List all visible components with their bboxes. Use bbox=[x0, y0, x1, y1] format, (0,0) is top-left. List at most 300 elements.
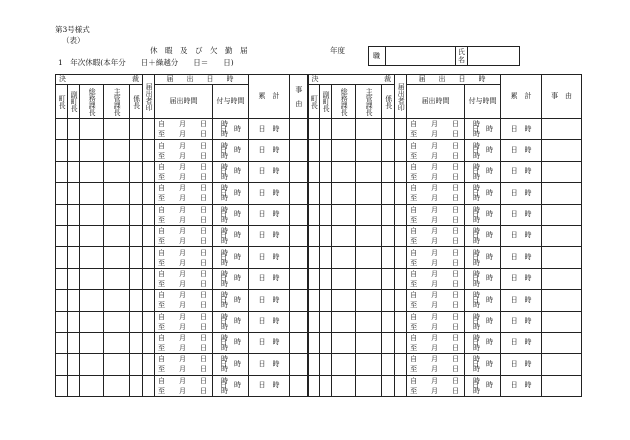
approval-cell-right[interactable] bbox=[382, 140, 395, 161]
cumulative-cell-right[interactable] bbox=[501, 290, 542, 311]
reason-cell-right[interactable] bbox=[542, 140, 582, 161]
seal-cell-left[interactable] bbox=[143, 204, 155, 225]
approval-cell-right[interactable] bbox=[320, 140, 332, 161]
approval-cell-right[interactable] bbox=[308, 119, 320, 140]
ruikei-header-right: 累 計 bbox=[501, 75, 542, 119]
chomachi-col-right: 町長 bbox=[308, 85, 320, 119]
approval-cell-right[interactable] bbox=[382, 247, 395, 268]
approval-cell-right[interactable] bbox=[308, 268, 320, 289]
date-from: 自 月 日 時 bbox=[158, 312, 228, 321]
date-range-cell-right[interactable] bbox=[407, 161, 481, 182]
cumulative-cell-right[interactable] bbox=[501, 354, 542, 375]
cumulative-hours: 日 時 bbox=[510, 274, 532, 283]
approval-cell-right[interactable] bbox=[356, 247, 382, 268]
approval-cell-right[interactable] bbox=[356, 161, 382, 182]
shukan-col-left: 主管課長 bbox=[104, 85, 130, 119]
approval-cell-right[interactable] bbox=[332, 225, 356, 246]
approval-cell-left[interactable] bbox=[130, 290, 143, 311]
date-range-cell-right[interactable] bbox=[407, 204, 481, 225]
cumulative-hours: 日 時 bbox=[258, 145, 280, 154]
seal-cell-left[interactable] bbox=[143, 354, 155, 375]
approval-cell-left[interactable] bbox=[130, 268, 143, 289]
approval-cell-right[interactable] bbox=[308, 290, 320, 311]
date-from: 自 月 日 時 bbox=[158, 291, 228, 300]
reason-cell-left[interactable] bbox=[290, 204, 308, 225]
approval-cell-right[interactable] bbox=[332, 161, 356, 182]
approval-cell-right[interactable] bbox=[308, 183, 320, 204]
approval-cell-right[interactable] bbox=[308, 332, 320, 353]
approval-cell-left[interactable] bbox=[56, 354, 68, 375]
approval-cell-right[interactable] bbox=[382, 311, 395, 332]
cumulative-cell-right[interactable] bbox=[501, 140, 542, 161]
cumulative-hours: 日 時 bbox=[510, 381, 532, 390]
approval-cell-right[interactable] bbox=[382, 119, 395, 140]
approval-cell-right[interactable] bbox=[320, 268, 332, 289]
cumulative-hours: 日 時 bbox=[258, 317, 280, 326]
approval-cell-left[interactable] bbox=[104, 290, 130, 311]
reason-cell-left[interactable] bbox=[290, 268, 308, 289]
granted-hours: 日 時 bbox=[472, 295, 494, 304]
approval-cell-left[interactable] bbox=[130, 119, 143, 140]
date-range-cell-right[interactable] bbox=[407, 225, 481, 246]
date-range-cell-right[interactable] bbox=[407, 332, 481, 353]
approval-cell-left[interactable] bbox=[130, 375, 143, 396]
approval-cell-right[interactable] bbox=[332, 140, 356, 161]
granted-hours: 日 時 bbox=[220, 188, 241, 197]
date-range-cell-right[interactable] bbox=[407, 354, 481, 375]
cumulative-hours: 日 時 bbox=[510, 210, 532, 219]
approval-cell-right[interactable] bbox=[382, 375, 395, 396]
approval-cell-left[interactable] bbox=[80, 332, 104, 353]
approval-cell-right[interactable] bbox=[332, 204, 356, 225]
approval-cell-right[interactable] bbox=[308, 225, 320, 246]
reason-cell-right[interactable] bbox=[542, 119, 582, 140]
approval-cell-left[interactable] bbox=[130, 247, 143, 268]
approval-cell-left[interactable] bbox=[80, 225, 104, 246]
date-range-cell-left[interactable] bbox=[155, 268, 228, 289]
seal-cell-left[interactable] bbox=[143, 225, 155, 246]
approval-cell-left[interactable] bbox=[68, 161, 80, 182]
approval-cell-right[interactable] bbox=[382, 183, 395, 204]
approval-cell-right[interactable] bbox=[308, 354, 320, 375]
approval-cell-left[interactable] bbox=[56, 268, 68, 289]
approval-cell-left[interactable] bbox=[104, 204, 130, 225]
approval-cell-left[interactable] bbox=[80, 247, 104, 268]
date-range-cell-left[interactable] bbox=[155, 204, 228, 225]
approval-cell-right[interactable] bbox=[382, 268, 395, 289]
approval-cell-left[interactable] bbox=[56, 311, 68, 332]
reason-cell-left[interactable] bbox=[290, 140, 308, 161]
approval-cell-right[interactable] bbox=[332, 119, 356, 140]
approval-cell-left[interactable] bbox=[80, 183, 104, 204]
approval-cell-left[interactable] bbox=[68, 268, 80, 289]
approval-cell-right[interactable] bbox=[320, 290, 332, 311]
reason-cell-left[interactable] bbox=[290, 119, 308, 140]
approval-cell-right[interactable] bbox=[320, 354, 332, 375]
cumulative-cell-left[interactable] bbox=[249, 204, 290, 225]
approval-cell-left[interactable] bbox=[104, 161, 130, 182]
date-range-cell-left[interactable] bbox=[155, 225, 228, 246]
kessai-header-left: 決 裁 bbox=[56, 75, 143, 85]
approval-cell-left[interactable] bbox=[68, 290, 80, 311]
granted-hours: 日 時 bbox=[472, 231, 494, 240]
approval-cell-left[interactable] bbox=[68, 332, 80, 353]
approval-cell-left[interactable] bbox=[80, 161, 104, 182]
seal-cell-left[interactable] bbox=[143, 140, 155, 161]
approval-cell-right[interactable] bbox=[332, 247, 356, 268]
date-range-cell-left[interactable] bbox=[155, 354, 228, 375]
seal-cell-left[interactable] bbox=[143, 268, 155, 289]
date-range-cell-right[interactable] bbox=[407, 375, 481, 396]
cumulative-cell-left[interactable] bbox=[249, 332, 290, 353]
seal-cell-right[interactable] bbox=[395, 311, 407, 332]
approval-cell-right[interactable] bbox=[332, 183, 356, 204]
seal-cell-right[interactable] bbox=[395, 375, 407, 396]
date-range-cell-left[interactable] bbox=[155, 311, 228, 332]
approval-cell-right[interactable] bbox=[356, 332, 382, 353]
approval-cell-left[interactable] bbox=[80, 119, 104, 140]
approval-cell-left[interactable] bbox=[130, 332, 143, 353]
date-from: 自 月 日 時 bbox=[158, 355, 228, 364]
cumulative-cell-left[interactable] bbox=[249, 183, 290, 204]
leave-table bbox=[55, 74, 582, 397]
reason-cell-left[interactable] bbox=[290, 247, 308, 268]
granted-hours: 日 時 bbox=[472, 252, 494, 261]
approval-cell-right[interactable] bbox=[320, 225, 332, 246]
approval-cell-right[interactable] bbox=[320, 204, 332, 225]
approval-cell-left[interactable] bbox=[104, 183, 130, 204]
table-row bbox=[56, 290, 582, 311]
date-from: 自 月 日 時 bbox=[410, 162, 481, 171]
seal-cell-right[interactable] bbox=[395, 204, 407, 225]
reason-cell-right[interactable] bbox=[542, 375, 582, 396]
cumulative-hours: 日 時 bbox=[510, 188, 532, 197]
approval-cell-right[interactable] bbox=[332, 268, 356, 289]
date-to: 至 月 日 時 bbox=[410, 172, 481, 181]
approval-cell-left[interactable] bbox=[68, 375, 80, 396]
reason-cell-left[interactable] bbox=[290, 311, 308, 332]
cumulative-cell-right[interactable] bbox=[501, 161, 542, 182]
approval-cell-left[interactable] bbox=[56, 183, 68, 204]
cumulative-cell-left[interactable] bbox=[249, 225, 290, 246]
cumulative-hours: 日 時 bbox=[258, 188, 280, 197]
approval-cell-right[interactable] bbox=[382, 225, 395, 246]
approval-cell-left[interactable] bbox=[80, 290, 104, 311]
approval-cell-left[interactable] bbox=[68, 311, 80, 332]
cumulative-cell-right[interactable] bbox=[501, 119, 542, 140]
approval-cell-left[interactable] bbox=[104, 119, 130, 140]
approval-cell-left[interactable] bbox=[68, 225, 80, 246]
approval-cell-left[interactable] bbox=[68, 354, 80, 375]
reason-cell-left[interactable] bbox=[290, 183, 308, 204]
approval-cell-right[interactable] bbox=[356, 140, 382, 161]
annual-leave-line: 1 年次休暇(本年分 日＋繰越分 日＝ 日) bbox=[58, 58, 234, 67]
cumulative-cell-right[interactable] bbox=[501, 311, 542, 332]
date-range-cell-left[interactable] bbox=[155, 375, 228, 396]
cumulative-cell-left[interactable] bbox=[249, 290, 290, 311]
approval-cell-left[interactable] bbox=[130, 204, 143, 225]
seal-cell-right[interactable] bbox=[395, 183, 407, 204]
form-number: 第3号様式 bbox=[55, 25, 90, 34]
approval-cell-left[interactable] bbox=[68, 204, 80, 225]
approval-cell-right[interactable] bbox=[356, 268, 382, 289]
reason-cell-right[interactable] bbox=[542, 268, 582, 289]
approval-cell-right[interactable] bbox=[320, 247, 332, 268]
date-range-cell-right[interactable] bbox=[407, 247, 481, 268]
fiscal-year: 年度 bbox=[330, 46, 345, 55]
approval-cell-left[interactable] bbox=[56, 204, 68, 225]
date-range-cell-right[interactable] bbox=[407, 311, 481, 332]
cumulative-cell-left[interactable] bbox=[249, 375, 290, 396]
approval-cell-right[interactable] bbox=[320, 161, 332, 182]
date-range-cell-right[interactable] bbox=[407, 140, 481, 161]
date-to: 至 月 日 時 bbox=[410, 322, 481, 331]
cumulative-hours: 日 時 bbox=[258, 167, 280, 176]
seal-cell-right[interactable] bbox=[395, 225, 407, 246]
seal-cell-right[interactable] bbox=[395, 332, 407, 353]
approval-cell-left[interactable] bbox=[56, 119, 68, 140]
granted-hours: 日 時 bbox=[472, 145, 494, 154]
approval-cell-left[interactable] bbox=[130, 140, 143, 161]
cumulative-cell-left[interactable] bbox=[249, 140, 290, 161]
date-range-cell-left[interactable] bbox=[155, 119, 228, 140]
approval-cell-left[interactable] bbox=[56, 375, 68, 396]
cumulative-cell-right[interactable] bbox=[501, 375, 542, 396]
reason-cell-left[interactable] bbox=[290, 225, 308, 246]
name-label-bottom: 名 bbox=[458, 56, 465, 64]
date-from: 自 月 日 時 bbox=[410, 269, 481, 278]
approval-cell-left[interactable] bbox=[104, 332, 130, 353]
reason-cell-right[interactable] bbox=[542, 183, 582, 204]
seal-cell-left[interactable] bbox=[143, 247, 155, 268]
reason-cell-right[interactable] bbox=[542, 354, 582, 375]
table-row bbox=[56, 311, 582, 332]
date-range-cell-left[interactable] bbox=[155, 140, 228, 161]
date-range-cell-right[interactable] bbox=[407, 268, 481, 289]
date-from: 自 月 日 時 bbox=[410, 227, 481, 236]
seal-cell-left[interactable] bbox=[143, 119, 155, 140]
approval-cell-right[interactable] bbox=[332, 290, 356, 311]
approval-cell-left[interactable] bbox=[130, 183, 143, 204]
approval-cell-right[interactable] bbox=[308, 247, 320, 268]
approval-cell-right[interactable] bbox=[320, 311, 332, 332]
seal-cell-right[interactable] bbox=[395, 119, 407, 140]
date-to: 至 月 日 時 bbox=[410, 130, 481, 139]
table-row bbox=[56, 332, 582, 353]
reason-cell-left[interactable] bbox=[290, 290, 308, 311]
reason-cell-right[interactable] bbox=[542, 311, 582, 332]
date-from: 自 月 日 時 bbox=[410, 355, 481, 364]
approval-cell-right[interactable] bbox=[356, 204, 382, 225]
reason-cell-left[interactable] bbox=[290, 161, 308, 182]
approval-cell-right[interactable] bbox=[332, 375, 356, 396]
seal-cell-left[interactable] bbox=[143, 161, 155, 182]
seal-cell-right[interactable] bbox=[395, 290, 407, 311]
granted-hours: 日 時 bbox=[220, 338, 241, 347]
date-range-cell-left[interactable] bbox=[155, 161, 228, 182]
approval-cell-left[interactable] bbox=[80, 140, 104, 161]
cumulative-cell-left[interactable] bbox=[249, 354, 290, 375]
approval-cell-left[interactable] bbox=[68, 183, 80, 204]
approval-cell-right[interactable] bbox=[308, 140, 320, 161]
table-row bbox=[56, 161, 582, 182]
approval-cell-left[interactable] bbox=[104, 311, 130, 332]
approval-cell-left[interactable] bbox=[56, 247, 68, 268]
approval-cell-right[interactable] bbox=[356, 119, 382, 140]
cumulative-cell-left[interactable] bbox=[249, 161, 290, 182]
granted-hours: 日 時 bbox=[472, 274, 494, 283]
approval-cell-right[interactable] bbox=[382, 204, 395, 225]
approval-cell-left[interactable] bbox=[104, 354, 130, 375]
seal-cell-left[interactable] bbox=[143, 183, 155, 204]
date-to: 至 月 日 時 bbox=[158, 365, 228, 374]
approval-cell-right[interactable] bbox=[308, 375, 320, 396]
seal-cell-right[interactable] bbox=[395, 354, 407, 375]
approval-cell-left[interactable] bbox=[104, 268, 130, 289]
seal-cell-left[interactable] bbox=[143, 332, 155, 353]
date-range-cell-left[interactable] bbox=[155, 247, 228, 268]
seal-cell-right[interactable] bbox=[395, 161, 407, 182]
approval-cell-right[interactable] bbox=[356, 225, 382, 246]
cumulative-cell-right[interactable] bbox=[501, 225, 542, 246]
approval-cell-right[interactable] bbox=[320, 119, 332, 140]
date-to: 至 月 日 時 bbox=[410, 151, 481, 160]
approval-cell-right[interactable] bbox=[356, 354, 382, 375]
granted-hours: 日 時 bbox=[220, 252, 241, 261]
approval-cell-left[interactable] bbox=[56, 140, 68, 161]
approval-cell-left[interactable] bbox=[56, 290, 68, 311]
date-to: 至 月 日 時 bbox=[410, 215, 481, 224]
jiyu-header-left: 事 由 bbox=[290, 75, 308, 119]
cumulative-cell-right[interactable] bbox=[501, 183, 542, 204]
reason-cell-left[interactable] bbox=[290, 354, 308, 375]
approval-cell-left[interactable] bbox=[130, 161, 143, 182]
approval-cell-right[interactable] bbox=[320, 375, 332, 396]
approval-cell-right[interactable] bbox=[320, 183, 332, 204]
approval-cell-right[interactable] bbox=[382, 354, 395, 375]
cumulative-cell-right[interactable] bbox=[501, 332, 542, 353]
reason-cell-right[interactable] bbox=[542, 161, 582, 182]
approval-cell-right[interactable] bbox=[332, 354, 356, 375]
table-row bbox=[56, 119, 582, 140]
cumulative-hours: 日 時 bbox=[258, 359, 280, 368]
cumulative-hours: 日 時 bbox=[258, 274, 280, 283]
approval-cell-left[interactable] bbox=[80, 204, 104, 225]
cumulative-cell-right[interactable] bbox=[501, 204, 542, 225]
approval-cell-left[interactable] bbox=[80, 375, 104, 396]
reason-cell-left[interactable] bbox=[290, 375, 308, 396]
kakari-col-right: 係長 bbox=[382, 85, 395, 119]
kessai-header-right: 決 裁 bbox=[308, 75, 395, 85]
granted-hours: 日 時 bbox=[220, 145, 241, 154]
date-to: 至 月 日 時 bbox=[158, 237, 228, 246]
somu-col-left: 総務課長 bbox=[80, 85, 104, 119]
approval-cell-left[interactable] bbox=[68, 119, 80, 140]
approval-cell-left[interactable] bbox=[56, 332, 68, 353]
applicant-box bbox=[368, 46, 520, 66]
seal-cell-left[interactable] bbox=[143, 290, 155, 311]
approval-cell-right[interactable] bbox=[308, 161, 320, 182]
approval-cell-left[interactable] bbox=[130, 354, 143, 375]
date-to: 至 月 日 時 bbox=[410, 258, 481, 267]
date-range-cell-right[interactable] bbox=[407, 290, 481, 311]
cumulative-cell-left[interactable] bbox=[249, 119, 290, 140]
granted-hours: 日 時 bbox=[472, 167, 494, 176]
reason-cell-right[interactable] bbox=[542, 204, 582, 225]
approval-cell-right[interactable] bbox=[308, 204, 320, 225]
approval-cell-right[interactable] bbox=[356, 311, 382, 332]
table-row bbox=[56, 268, 582, 289]
reason-cell-right[interactable] bbox=[542, 225, 582, 246]
approval-cell-right[interactable] bbox=[356, 375, 382, 396]
approval-cell-left[interactable] bbox=[80, 268, 104, 289]
approval-cell-right[interactable] bbox=[308, 311, 320, 332]
chomachi-col-left: 町長 bbox=[56, 85, 68, 119]
approval-cell-right[interactable] bbox=[382, 332, 395, 353]
cumulative-cell-left[interactable] bbox=[249, 311, 290, 332]
reason-cell-left[interactable] bbox=[290, 332, 308, 353]
approval-cell-right[interactable] bbox=[382, 161, 395, 182]
approval-cell-right[interactable] bbox=[320, 332, 332, 353]
approval-cell-left[interactable] bbox=[80, 354, 104, 375]
todoke-date-header-left: 届 出 日 時 bbox=[155, 75, 249, 85]
date-range-cell-right[interactable] bbox=[407, 183, 481, 204]
date-range-cell-left[interactable] bbox=[155, 183, 228, 204]
cumulative-hours: 日 時 bbox=[510, 252, 532, 261]
approval-cell-left[interactable] bbox=[130, 225, 143, 246]
form-side: （表） bbox=[62, 36, 85, 45]
approval-cell-left[interactable] bbox=[80, 311, 104, 332]
cumulative-hours: 日 時 bbox=[258, 210, 280, 219]
date-range-cell-left[interactable] bbox=[155, 332, 228, 353]
table-row bbox=[56, 375, 582, 396]
date-from: 自 月 日 時 bbox=[158, 269, 228, 278]
cumulative-cell-left[interactable] bbox=[249, 247, 290, 268]
approval-cell-right[interactable] bbox=[356, 183, 382, 204]
approval-cell-right[interactable] bbox=[332, 332, 356, 353]
approval-cell-left[interactable] bbox=[68, 140, 80, 161]
approval-cell-left[interactable] bbox=[104, 140, 130, 161]
approval-cell-right[interactable] bbox=[332, 311, 356, 332]
granted-hours: 日 時 bbox=[220, 274, 241, 283]
seal-cell-left[interactable] bbox=[143, 375, 155, 396]
approval-cell-right[interactable] bbox=[382, 290, 395, 311]
seal-cell-right[interactable] bbox=[395, 268, 407, 289]
approval-cell-left[interactable] bbox=[68, 247, 80, 268]
date-to: 至 月 日 時 bbox=[158, 322, 228, 331]
approval-cell-left[interactable] bbox=[130, 311, 143, 332]
reason-cell-right[interactable] bbox=[542, 332, 582, 353]
approval-cell-left[interactable] bbox=[56, 161, 68, 182]
date-to: 至 月 日 時 bbox=[158, 279, 228, 288]
approval-cell-right[interactable] bbox=[356, 290, 382, 311]
cumulative-cell-left[interactable] bbox=[249, 268, 290, 289]
reason-cell-right[interactable] bbox=[542, 290, 582, 311]
date-range-cell-right[interactable] bbox=[407, 119, 481, 140]
approval-cell-left[interactable] bbox=[56, 225, 68, 246]
approval-cell-left[interactable] bbox=[104, 247, 130, 268]
seal-cell-right[interactable] bbox=[395, 247, 407, 268]
cumulative-cell-right[interactable] bbox=[501, 268, 542, 289]
cumulative-cell-right[interactable] bbox=[501, 247, 542, 268]
reason-cell-right[interactable] bbox=[542, 247, 582, 268]
date-range-cell-left[interactable] bbox=[155, 290, 228, 311]
seal-cell-right[interactable] bbox=[395, 140, 407, 161]
seal-cell-left[interactable] bbox=[143, 311, 155, 332]
approval-cell-left[interactable] bbox=[104, 225, 130, 246]
approval-cell-left[interactable] bbox=[104, 375, 130, 396]
table-row bbox=[56, 183, 582, 204]
